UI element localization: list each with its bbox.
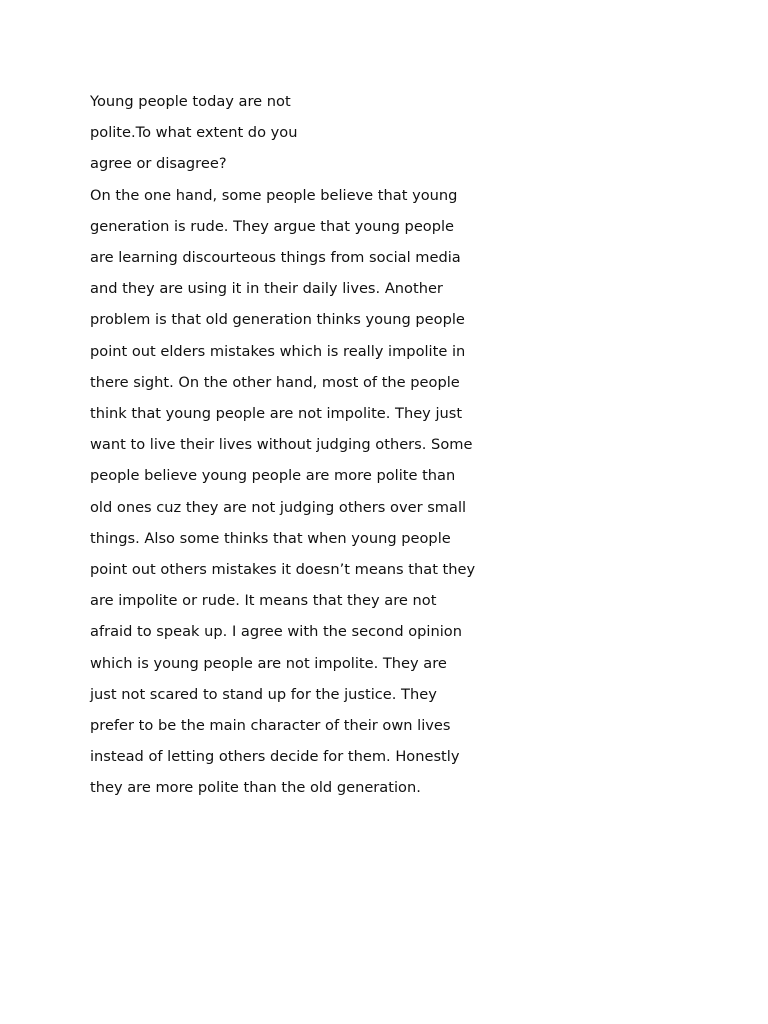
body-line-9: want to live their lives without judging others. Some — [90, 436, 473, 454]
body-line-7: there sight. On the other hand, most of the people — [90, 373, 460, 391]
body-line-12: things. Also some thinks that when young people — [90, 529, 451, 547]
question-line-2: polite.To what extent do you — [90, 124, 298, 142]
body-line-3: are learning discourteous things from social media — [90, 249, 461, 267]
body-line-4: and they are using it in their daily lives. Another — [90, 280, 443, 298]
body-line-18: prefer to be the main character of their own lives — [90, 717, 451, 735]
body-line-6: point out elders mistakes which is really impolite in — [90, 342, 466, 360]
question-line-3: agree or disagree? — [90, 155, 227, 173]
body-line-14: are impolite or rude. It means that they are not — [90, 592, 437, 610]
body-line-11: old ones cuz they are not judging others over small — [90, 498, 467, 516]
body-line-19: instead of letting others decide for them. Honestly — [90, 748, 460, 766]
body-line-2: generation is rude. They argue that young people — [90, 217, 455, 235]
essay-text — [90, 86, 690, 804]
body-line-15: afraid to speak up. I agree with the second opinion — [90, 623, 462, 641]
body-line-10: people believe young people are more polite than — [90, 467, 456, 485]
body-line-13: point out others mistakes it doesn’t means that they — [90, 561, 476, 579]
body-line-17: just not scared to stand up for the justice. They — [90, 685, 437, 703]
body-line-5: problem is that old generation thinks young people — [90, 311, 465, 329]
body-line-16: which is young people are not impolite. They are — [90, 654, 447, 672]
question-line-1: Young people today are not — [90, 93, 291, 110]
body-line-1: On the one hand, some people believe that young — [90, 186, 458, 204]
body-line-20: they are more polite than the old generation. — [90, 779, 421, 797]
body-line-8: think that young people are not impolite. They just — [90, 405, 463, 423]
